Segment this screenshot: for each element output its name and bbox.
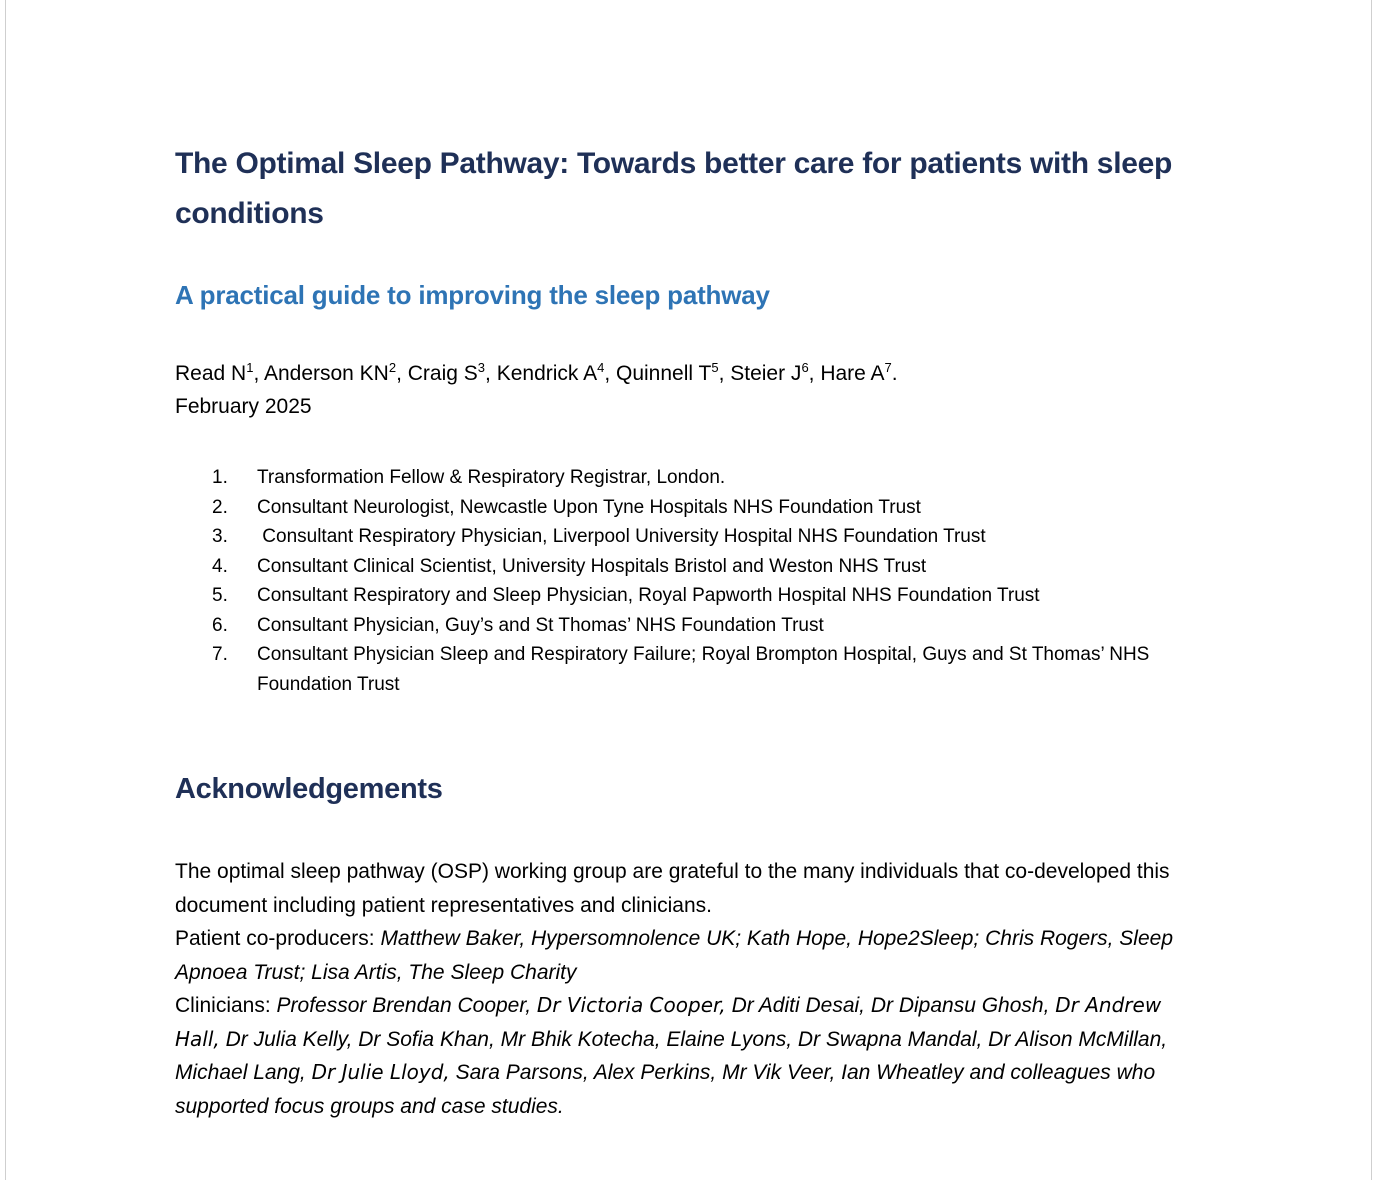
acknowledgements-paragraph [175,922,1210,989]
affiliation-text: Transformation Fellow & Respiratory Registrar, London. [257,467,726,488]
page-left-edge [5,0,6,1180]
author-affiliation-superscript: 4 [597,360,605,375]
affiliation-text: Consultant Respiratory Physician, Liverpool University Hospital NHS Foundation Trust [257,526,986,547]
publication-date: February 2025 [175,395,312,418]
text-segment: Dr Andrew Hall, [175,993,1162,1051]
text-segment: The optimal sleep pathway (OSP) working group are grateful to the many individuals that co-developed this document including patient representatives and clinicians. [175,860,1170,917]
affiliation-text: Consultant Physician Sleep and Respiratory Failure; Royal Brompton Hospital, Guys and St Thomas’ NHS Foundation Trust [257,644,1155,695]
acknowledgements-paragraph [175,855,1210,922]
text-segment: Dr Victoria Cooper, [536,993,726,1017]
affiliations-list [175,463,1210,699]
text-segment: Dr Julie Lloyd, [311,1060,450,1084]
author-affiliation-superscript: 3 [477,360,486,375]
author-affiliation-superscript: 7 [884,360,892,375]
affiliation-text: Consultant Physician, Guy’s and St Thomas’ NHS Foundation Trust [257,614,824,636]
affiliation-item [175,581,1210,611]
acknowledgements-heading: Acknowledgements [175,773,443,805]
text-segment: Sara Parsons, Alex Perkins, Mr Vik Veer, Ian Wheatley and colleagues who supported focus groups and case studies. [175,1061,1156,1118]
author-affiliation-superscript: 1 [246,360,254,375]
document-subtitle: A practical guide to improving the sleep pathway [175,280,770,310]
text-segment: Clinicians: [175,994,277,1017]
affiliation-text: Consultant Neurologist, Newcastle Upon Tyne Hospitals NHS Foundation Trust [257,496,921,518]
authors-line: Read $N^1$, Anderson $KN^2$, Craig $S^3$, Kendrick $A^4$, Quinnell $T^5$, Steier $J^6$, Hare $A^7$. [175,360,898,385]
affiliation-item [175,611,1210,641]
affiliation-item [175,640,1210,699]
page-content [175,0,1210,1123]
authors-block [175,357,1210,423]
affiliation-item [175,552,1210,582]
text-segment: Dr Aditi Desai, Dr Dipansu Ghosh, [725,994,1056,1017]
document-title: The Optimal Sleep Pathway: Towards better care for patients with sleep conditions [175,147,1173,230]
acknowledgements-body [175,855,1210,1123]
page-right-edge [1371,0,1372,1180]
text-segment: Patient co-producers: [175,927,381,950]
author-affiliation-superscript: 2 [388,360,397,375]
affiliation-text: Consultant Clinical Scientist, University Hospitals Bristol and Weston NHS Trust [257,555,927,577]
affiliation-item [175,463,1210,493]
author-affiliation-superscript: 6 [801,360,809,375]
acknowledgements-paragraph [175,989,1210,1123]
affiliation-item [175,493,1210,523]
author-affiliation-superscript: 5 [711,360,719,375]
text-segment: Dr Julia Kelly, Dr Sofia Khan, Mr Bhik Kotecha, Elaine Lyons, Dr Swapna Mandal, Dr Alison McMillan, Michael Lang, [175,1027,1168,1084]
affiliation-item [175,522,1210,552]
text-segment: Matthew Baker, Hypersomnolence UK; Kath Hope, Hope2Sleep; Chris Rogers, Sleep Apnoea Trust; Lisa Artis, The Sleep Charity [175,927,1174,984]
text-segment: Professor Brendan Cooper, [276,994,537,1017]
affiliation-text: Consultant Respiratory and Sleep Physician, Royal Papworth Hospital NHS Foundation Trust [257,585,1040,606]
